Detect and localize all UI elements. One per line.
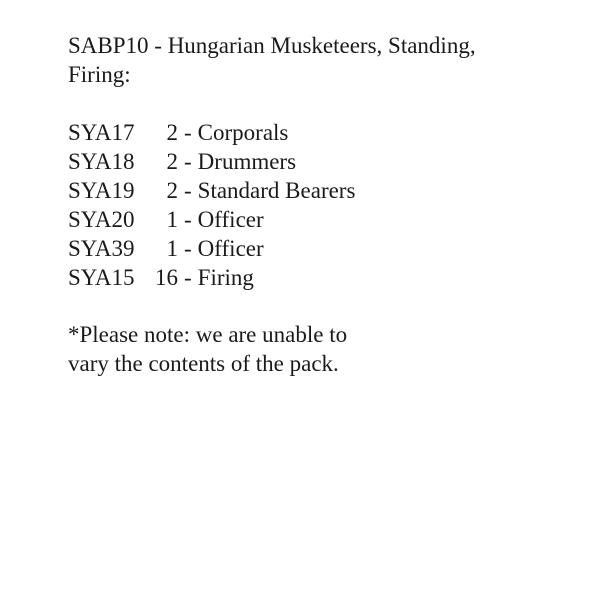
item-description: Officer xyxy=(197,236,264,261)
pack-title-line-2: Firing: xyxy=(68,62,131,87)
pack-title xyxy=(68,31,588,89)
item-quantity: 16 xyxy=(155,265,178,290)
item-code: SYA18 xyxy=(68,149,135,174)
item-quantity: 1 xyxy=(166,236,178,261)
item-separator: - xyxy=(184,207,192,232)
note-line-1: *Please note: we are unable to xyxy=(68,322,348,347)
item-description: Standard Bearers xyxy=(197,178,356,203)
contents-list xyxy=(68,118,588,292)
item-separator: - xyxy=(184,120,192,145)
pack-title-line-1: SABP10 - Hungarian Musketeers, Standing, xyxy=(68,33,476,58)
list-item xyxy=(68,176,588,205)
item-code: SYA39 xyxy=(68,236,135,261)
item-description: Corporals xyxy=(197,120,289,145)
item-code: SYA15 xyxy=(68,265,135,290)
list-item xyxy=(68,234,588,263)
item-separator: - xyxy=(184,236,192,261)
item-quantity: 2 xyxy=(166,178,178,203)
item-code: SYA17 xyxy=(68,120,135,145)
item-separator: - xyxy=(184,149,192,174)
item-code: SYA19 xyxy=(68,178,135,203)
note-line-2: vary the contents of the pack. xyxy=(68,351,339,376)
item-quantity: 2 xyxy=(166,120,178,145)
pack-contents-document xyxy=(68,31,588,378)
item-description: Drummers xyxy=(197,149,297,174)
list-item xyxy=(68,205,588,234)
list-item xyxy=(68,118,588,147)
pack-note xyxy=(68,320,588,378)
item-code: SYA20 xyxy=(68,207,135,232)
item-description: Firing xyxy=(197,265,254,290)
item-separator: - xyxy=(184,178,192,203)
list-item xyxy=(68,147,588,176)
item-quantity: 1 xyxy=(166,207,178,232)
item-separator: - xyxy=(184,265,192,290)
list-item xyxy=(68,263,588,292)
item-quantity: 2 xyxy=(166,149,178,174)
item-description: Officer xyxy=(197,207,264,232)
